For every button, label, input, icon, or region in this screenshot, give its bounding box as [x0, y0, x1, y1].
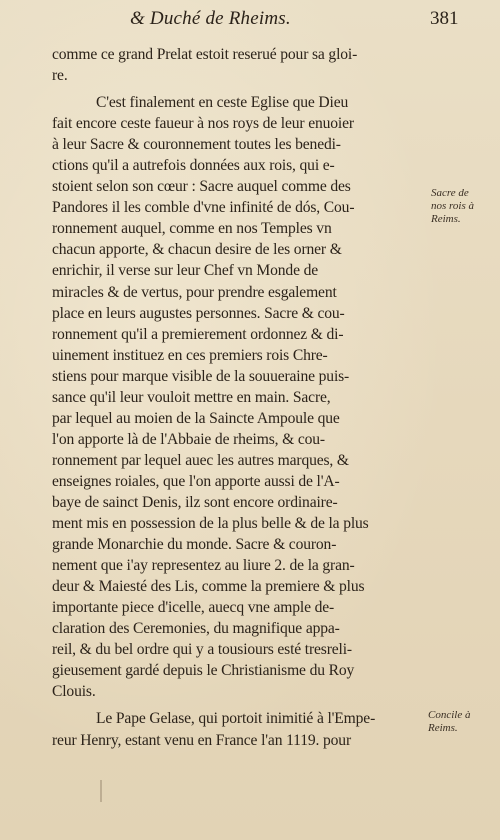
page-header	[0, 6, 500, 36]
running-head: & Duché de Rheims.	[130, 8, 291, 29]
margin-note-line: nos rois à	[431, 200, 474, 212]
body-text	[52, 44, 430, 751]
text-line: Pandores il les comble d'vne infinité de dós, Cou-	[52, 199, 355, 217]
text-line: Clouis.	[52, 683, 96, 701]
page-number: 381	[430, 8, 459, 29]
text-line: reur Henry, estant venu en France l'an 1119. pour	[52, 731, 351, 749]
text-line: C'est finalement en ceste Eglise que Dieu	[96, 94, 349, 112]
text-line: l'on apporte là de l'Abbaie de rheims, & cou-	[52, 430, 325, 448]
text-line: à leur Sacre & couronnement toutes les benedi-	[52, 136, 341, 154]
text-line: ment mis en possession de la plus belle & de la plus	[52, 515, 369, 533]
text-line: ronnement auquel, comme en nos Temples vn	[52, 220, 332, 238]
text-line: stiens pour marque visible de la souueraine puis-	[52, 367, 350, 385]
text-line: sance qu'il leur vouloit mettre en main. Sacre,	[52, 388, 331, 406]
text-line: claration des Ceremonies, du magnifique appa-	[52, 620, 340, 638]
text-line: comme ce grand Prelat estoit reserué pour sa gloi-	[52, 46, 358, 63]
text-line: par lequel au moien de la Saincte Ampoule que	[52, 409, 340, 427]
text-line: reil, & du bel ordre qui y a tousiours esté tresreli-	[52, 641, 352, 659]
text-line: gieusement gardé depuis le Christianisme du Roy	[52, 662, 355, 680]
text-line: ctions qu'il a autrefois données aux rois, qui e-	[52, 157, 335, 175]
text-line: ronnement par lequel auec les autres marques, &	[52, 451, 349, 469]
text-line: ronnement qu'il a premierement ordonnez & di-	[52, 325, 344, 343]
margin-note-line: Reims.	[428, 722, 458, 734]
text-line: miracles & de vertus, pour prendre esgalement	[52, 283, 337, 301]
text-line: Le Pape Gelase, qui portoit inimitié à l'Empe-	[96, 710, 376, 728]
text-line: enrichir, il verse sur leur Chef vn Monde de	[52, 262, 319, 280]
text-line: deur & Maiesté des Lis, comme la premiere & plus	[52, 578, 365, 596]
margin-note-sacre	[431, 187, 499, 226]
text-line: stoient selon son cœur : Sacre auquel comme des	[52, 178, 351, 196]
text-line: re.	[52, 67, 68, 85]
text-line: baye de sainct Denis, ilz sont encore ordinaire-	[52, 493, 338, 511]
text-line: nement que i'ay representez au liure 2. de la gran-	[52, 557, 355, 575]
text-line: uinement instituez en ces premiers rois Chre-	[52, 346, 328, 364]
margin-note-line: Concile à	[428, 709, 471, 721]
text-line: enseignes roiales, que l'on apporte aussi de l'A-	[52, 472, 340, 490]
text-line: grande Monarchie du monde. Sacre & couron-	[52, 536, 337, 554]
margin-note-concile	[428, 709, 496, 735]
text-line: chacun apporte, & chacun desire de les orner &	[52, 241, 342, 259]
text-line: fait encore ceste faueur à nos roys de leur enuoier	[52, 115, 354, 133]
text-line: importante piece d'icelle, auecq vne ample de-	[52, 599, 335, 617]
margin-note-line: Sacre de	[431, 187, 469, 199]
margin-note-line: Reims.	[431, 213, 461, 225]
text-line: place en leurs augustes personnes. Sacre & cou-	[52, 304, 345, 322]
paper-bleed-mark	[100, 780, 102, 802]
